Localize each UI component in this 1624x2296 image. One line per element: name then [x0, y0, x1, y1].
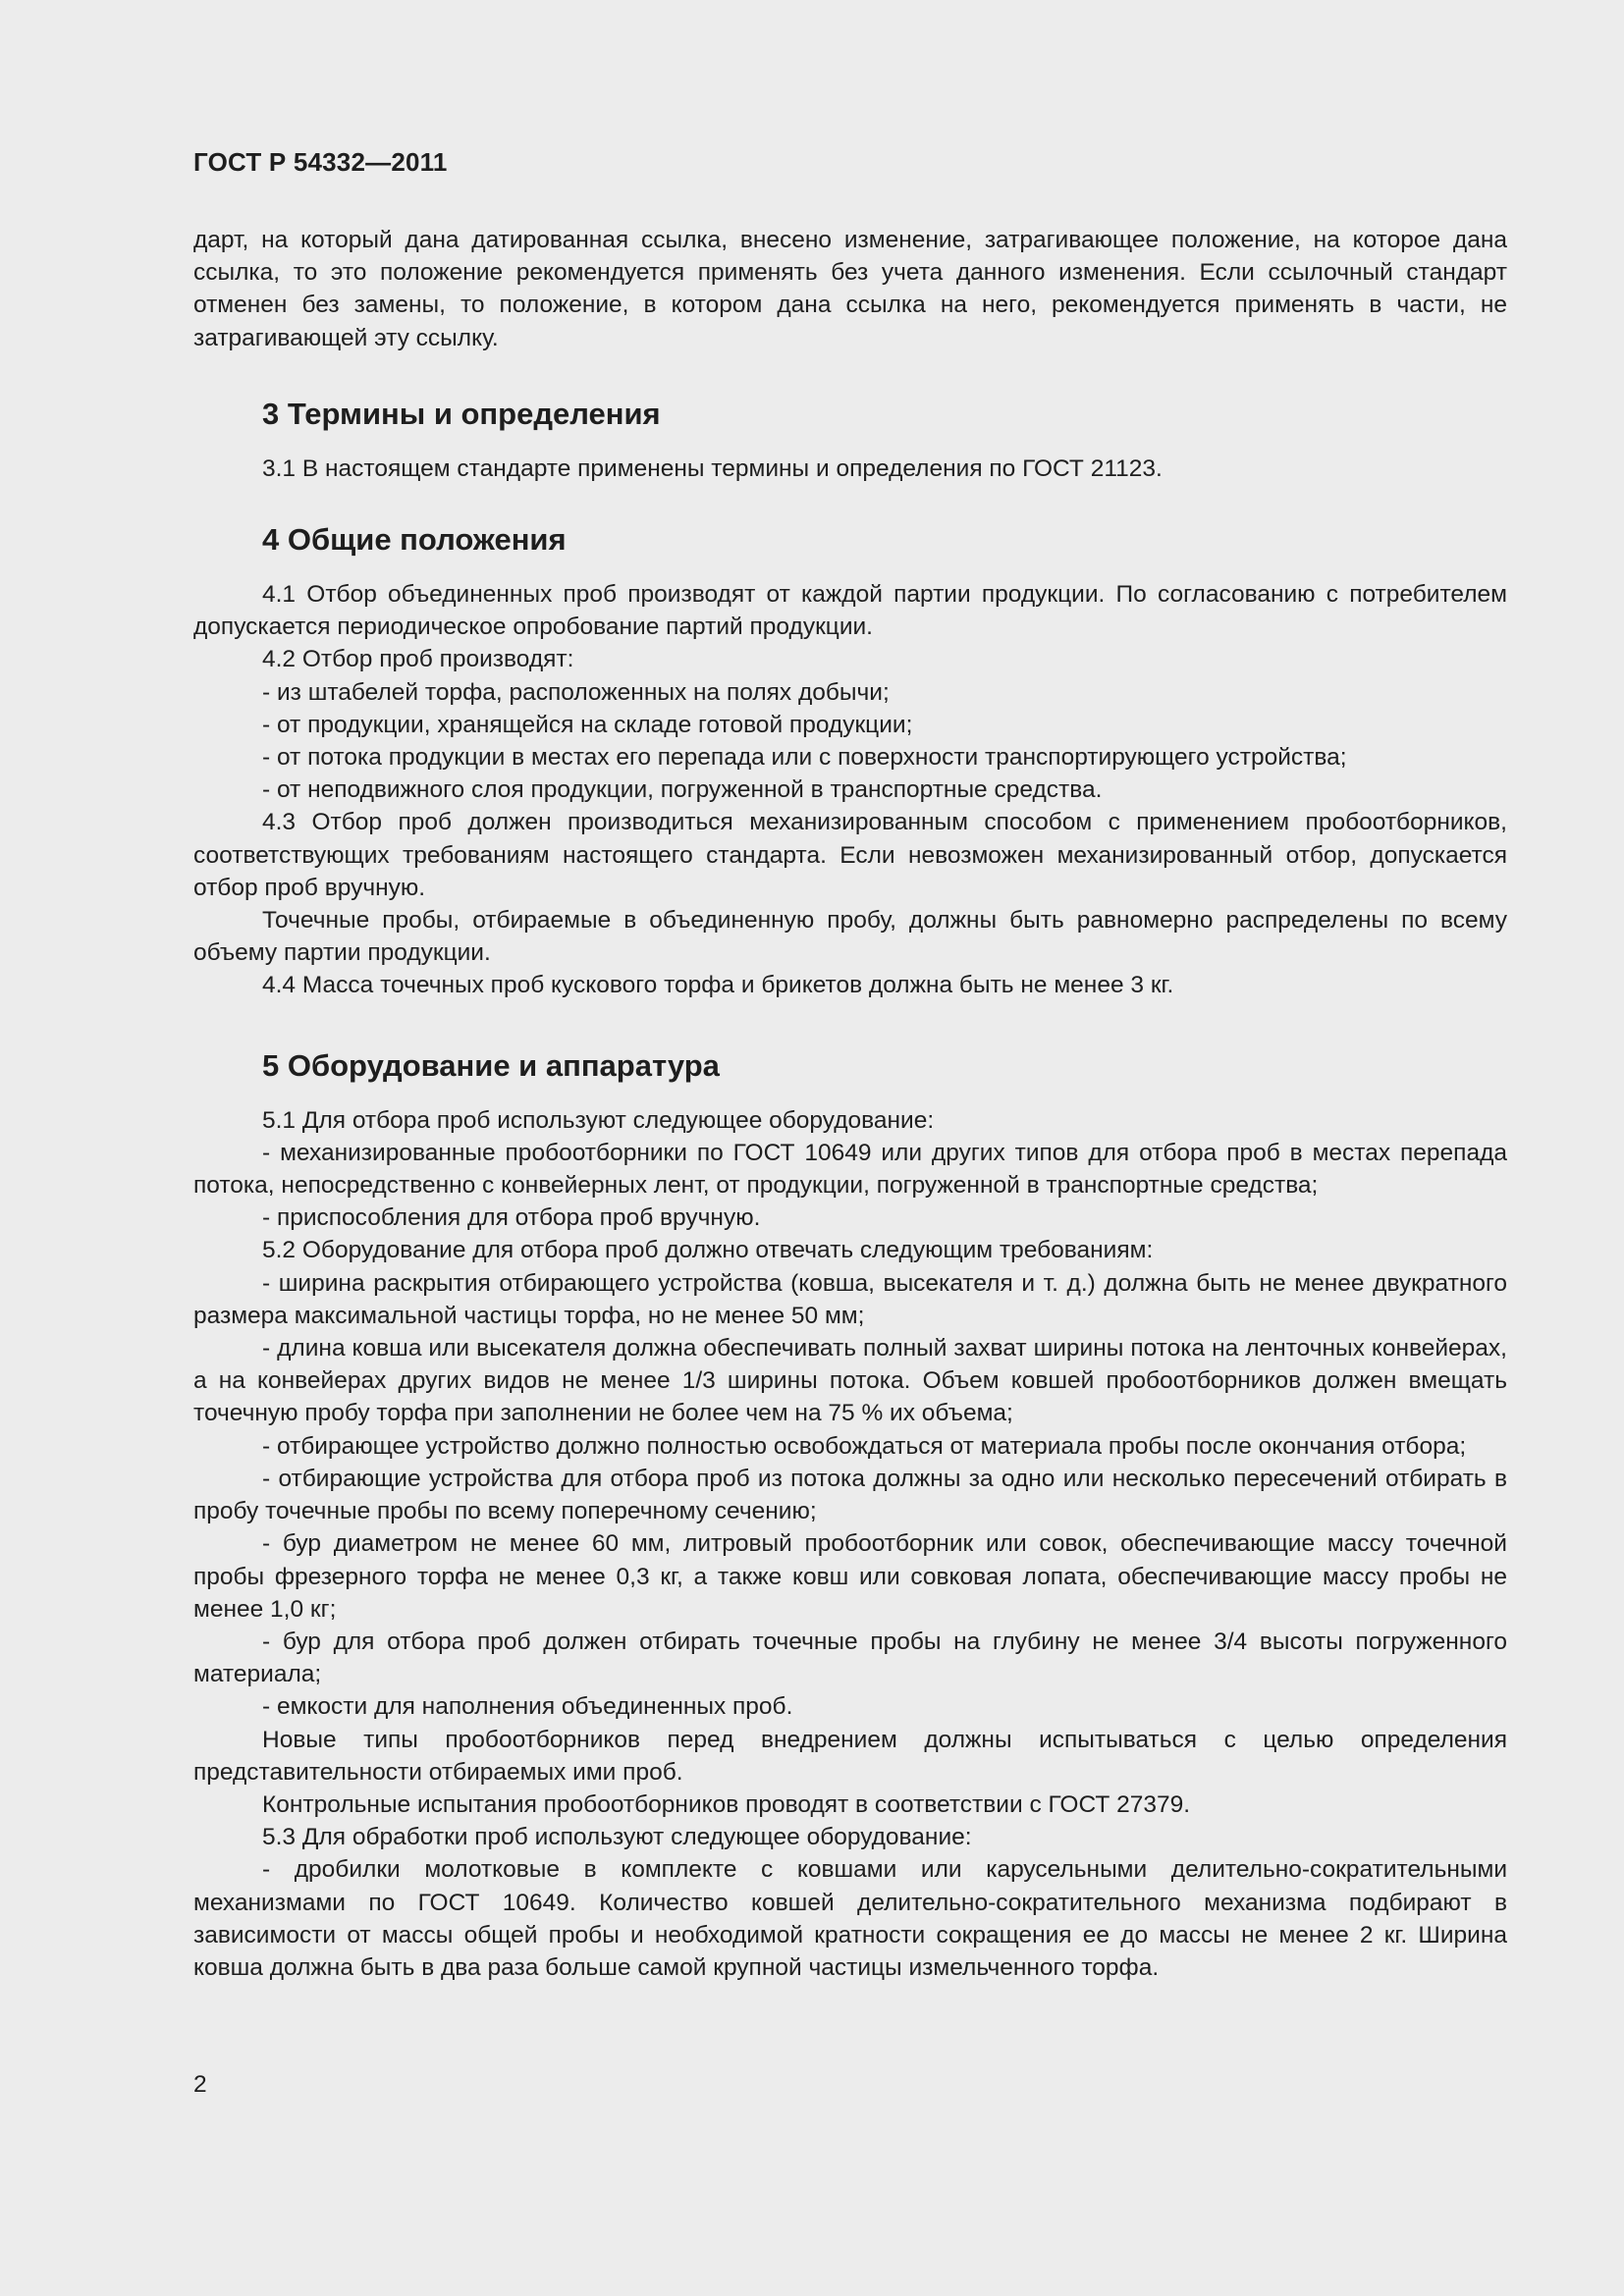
list-item-4-2-a: - из штабелей торфа, расположенных на полях добычи;	[262, 678, 890, 706]
intro-continuation-paragraph: дарт, на который дана датированная ссылка, внесено изменение, затрагивающее положение, на которое дана ссылка, то это положение рекомендуется применять без учета данного изменения. Если ссылочный стандарт отменен без замены, то положение, в котором дана ссылка на него, рекомендуется применять в части, не затрагивающей эту ссылку.	[193, 227, 1507, 351]
paragraph-4-1: 4.1 Отбор объединенных проб производят от каждой партии продукции. По согласованию с потребителем допускается периодическое опробование партий продукции.	[193, 581, 1507, 641]
paragraph-5-2-control-tests: Контрольные испытания пробоотборников проводят в соответствии с ГОСТ 27379.	[262, 1790, 1191, 1818]
list-item-4-2-c: - от потока продукции в местах его перепада или с поверхности транспортирующего устройства;	[262, 744, 1347, 772]
section-5-heading: 5 Оборудование и аппаратура	[262, 1047, 720, 1083]
list-item-5-2-a: - ширина раскрытия отбирающего устройства (ковша, высекателя и т. д.) должна быть не менее двукратного размера максимальной частицы торфа, но не менее 50 мм;	[193, 1269, 1507, 1329]
paragraph-5-3: 5.3 Для обработки проб используют следующее оборудование:	[262, 1824, 972, 1851]
list-item-5-2-e: - бур диаметром не менее 60 мм, литровый пробоотборник или совок, обеспечивающие массу точечной пробы фрезерного торфа не менее 0,3 кг, а также ковш или совковая лопата, обеспечивающие массу пробы не менее 1,0 кг;	[193, 1530, 1507, 1623]
list-item-5-3-a: - дробилки молотковые в комплекте с ковшами или карусельными делительно-сократительными механизмами по ГОСТ 10649. Количество ковшей делительно-сократительного механизма подбирают в зависимости от массы общей пробы и необходимой кратности сокращения ее до массы не менее 2 кг. Ширина ковша должна быть в два раза больше самой крупной частицы измельченного торфа.	[193, 1856, 1507, 1981]
list-item-5-2-g: - емкости для наполнения объединенных проб.	[262, 1693, 793, 1721]
section-4-heading: 4 Общие положения	[262, 522, 567, 558]
paragraph-4-3: 4.3 Отбор проб должен производиться механизированным способом с применением пробоотборников, соответствующих требованиям настоящего стандарта. Если невозможен механизированный отбор, допускается отбор проб вручную.	[193, 809, 1507, 901]
paragraph-3-1: 3.1 В настоящем стандарте применены термины и определения по ГОСТ 21123.	[262, 454, 1163, 482]
paragraph-4-4: 4.4 Масса точечных проб кускового торфа и брикетов должна быть не менее 3 кг.	[262, 972, 1174, 999]
paragraph-5-2: 5.2 Оборудование для отбора проб должно отвечать следующим требованиям:	[262, 1237, 1154, 1264]
paragraph-4-3-note: Точечные пробы, отбираемые в объединенную пробу, должны быть равномерно распределены по всему объему партии продукции.	[193, 907, 1507, 967]
list-item-5-2-c: - отбирающее устройство должно полностью освобождаться от материала пробы после окончания отбора;	[262, 1432, 1467, 1460]
list-item-4-2-d: - от неподвижного слоя продукции, погруженной в транспортные средства.	[262, 776, 1103, 804]
list-item-5-2-f: - бур для отбора проб должен отбирать точечные пробы на глубину не менее 3/4 высоты погруженного материала;	[193, 1628, 1507, 1688]
paragraph-4-2: 4.2 Отбор проб производят:	[262, 646, 574, 673]
page-number: 2	[193, 2071, 207, 2098]
document-code-header: ГОСТ Р 54332—2011	[193, 147, 448, 177]
list-item-4-2-b: - от продукции, хранящейся на складе готовой продукции;	[262, 711, 913, 738]
list-item-5-2-b: - длина ковша или высекателя должна обеспечивать полный захват ширины потока на ленточных конвейерах, а на конвейерах других видов не менее 1/3 ширины потока. Объем ковшей пробоотборников должен вмещать точечную пробу торфа при заполнении не более чем на 75 % их объема;	[193, 1335, 1507, 1427]
list-item-5-2-d: - отбирающие устройства для отбора проб из потока должны за одно или несколько пересечений отбирать в пробу точечные пробы по всему поперечному сечению;	[193, 1465, 1507, 1525]
page-content	[193, 224, 1507, 1984]
paragraph-5-2-new-types: Новые типы пробоотборников перед внедрением должны испытываться с целью определения представительности отбираемых ими проб.	[193, 1726, 1507, 1786]
section-3-heading: 3 Термины и определения	[262, 396, 661, 431]
list-item-5-1-b: - приспособления для отбора проб вручную.	[262, 1204, 761, 1232]
list-item-5-1-a: - механизированные пробоотборники по ГОСТ 10649 или других типов для отбора проб в местах перепада потока, непосредственно с конвейерных лент, от продукции, погруженной в транспортные средства;	[193, 1139, 1507, 1200]
paragraph-5-1: 5.1 Для отбора проб используют следующее оборудование:	[262, 1106, 935, 1134]
